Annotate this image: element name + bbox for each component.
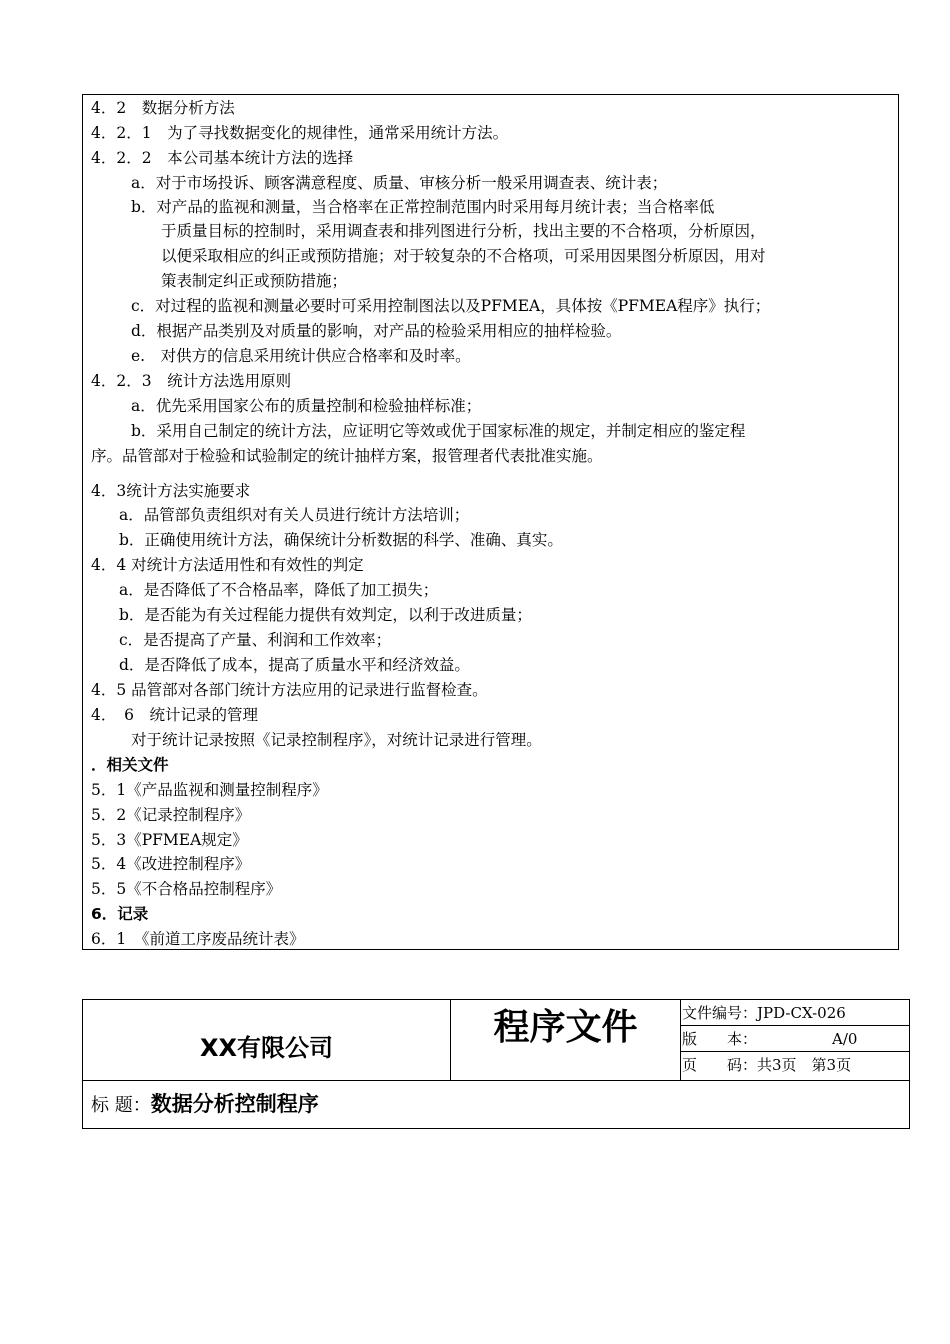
section-4-4-item-a: a．是否降低了不合格品率，降低了加工损失； <box>119 581 439 599</box>
section-4-6-text: 对于统计记录按照《记录控制程序》，对统计记录进行管理。 <box>131 731 542 749</box>
section-4-2-2-item-b-line4: 策表制定纠正或预防措施； <box>161 272 348 290</box>
section-4-2-3-heading: 4．2．3 统计方法选用原则 <box>91 372 292 390</box>
section-5-4: 5．4《改进控制程序》 <box>91 855 251 873</box>
section-4-4-item-b: b．是否能为有关过程能力提供有效判定，以利于改进质量； <box>119 606 532 624</box>
section-5-2: 5．2《记录控制程序》 <box>91 806 251 824</box>
company-name: XX有限公司 <box>83 1000 451 1080</box>
doc-title-label: 标 题： <box>91 1095 151 1116</box>
section-4-2-1: 4．2．1 为了寻找数据变化的规律性，通常采用统计方法。 <box>91 124 509 142</box>
section-4-2-2-item-e: e. 对供方的信息采用统计供应合格率和及时率。 <box>131 347 471 365</box>
doc-number: 文件编号：JPD-CX-026 <box>680 1000 909 1026</box>
document-footer <box>82 999 910 1129</box>
section-6-heading: 6．记录 <box>91 905 149 923</box>
section-4-3-heading: 4．3统计方法实施要求 <box>91 482 251 500</box>
section-6-1: 6．1 《前道工序废品统计表》 <box>91 930 305 948</box>
section-4-2-2-heading: 4．2．2 本公司基本统计方法的选择 <box>91 149 354 167</box>
doc-type: 程序文件 <box>451 1000 681 1080</box>
section-4-3-item-b: b．正确使用统计方法，确保统计分析数据的科学、准确、真实。 <box>119 531 563 549</box>
section-4-2-2-item-b-line2: 于质量目标的控制时，采用调查表和排列图进行分析，找出主要的不合格项，分析原因， <box>161 222 766 240</box>
section-4-2-2-item-b-line3: 以便采取相应的纠正或预防措施；对于较复杂的不合格项，可采用因果图分析原因，用对 <box>161 247 766 265</box>
section-4-2-2-item-d: d．根据产品类别及对质量的影响，对产品的检验采用相应的抽样检验。 <box>131 322 622 340</box>
doc-page-number: 页 码：共3页 第3页 <box>682 1056 852 1074</box>
section-4-6-heading: 4． 6 统计记录的管理 <box>91 706 258 724</box>
document-body <box>82 94 899 950</box>
section-5-1: 5．1《产品监视和测量控制程序》 <box>91 781 328 799</box>
section-5-5: 5．5《不合格品控制程序》 <box>91 880 282 898</box>
section-4-2-heading: 4．2 数据分析方法 <box>91 99 235 117</box>
section-4-4-heading: 4．4 对统计方法适用性和有效性的判定 <box>91 556 364 574</box>
doc-title: 数据分析控制程序 <box>150 1092 319 1116</box>
doc-info <box>680 1000 909 1080</box>
section-4-5: 4．5 品管部对各部门统计方法应用的记录进行监督检查。 <box>91 681 488 699</box>
doc-version-row <box>680 1026 909 1052</box>
section-5-heading: ．相关文件 <box>91 756 169 774</box>
doc-version-value: A/0 <box>832 1030 858 1048</box>
doc-title-row <box>91 1088 319 1118</box>
section-5-3: 5．3《PFMEA规定》 <box>91 831 248 849</box>
section-4-2-3-item-b-line2: 序。品管部对于检验和试验制定的统计抽样方案，报管理者代表批准实施。 <box>91 447 603 465</box>
section-4-2-2-item-c: c．对过程的监视和测量必要时可采用控制图法以及PFMEA，具体按《PFMEA程序》执行； <box>131 297 771 315</box>
section-4-2-2-item-a: a．对于市场投诉、顾客满意程度、质量、审核分析一般采用调查表、统计表； <box>131 174 668 192</box>
section-4-2-3-item-a: a．优先采用国家公布的质量控制和检验抽样标准； <box>131 397 482 415</box>
section-4-2-3-item-b-line1: b．采用自己制定的统计方法，应证明它等效或优于国家标准的规定，并制定相应的鉴定程 <box>131 422 746 440</box>
footer-header-row <box>83 1000 909 1081</box>
doc-version-label: 版 本： <box>682 1030 758 1048</box>
section-4-4-item-c: c．是否提高了产量、利润和工作效率； <box>119 631 392 649</box>
section-4-4-item-d: d．是否降低了成本，提高了质量水平和经济效益。 <box>119 656 470 674</box>
section-4-3-item-a: a．品管部负责组织对有关人员进行统计方法培训； <box>119 506 470 524</box>
section-4-2-2-item-b-line1: b．对产品的监视和测量，当合格率在正常控制范围内时采用每月统计表；当合格率低 <box>131 198 715 216</box>
